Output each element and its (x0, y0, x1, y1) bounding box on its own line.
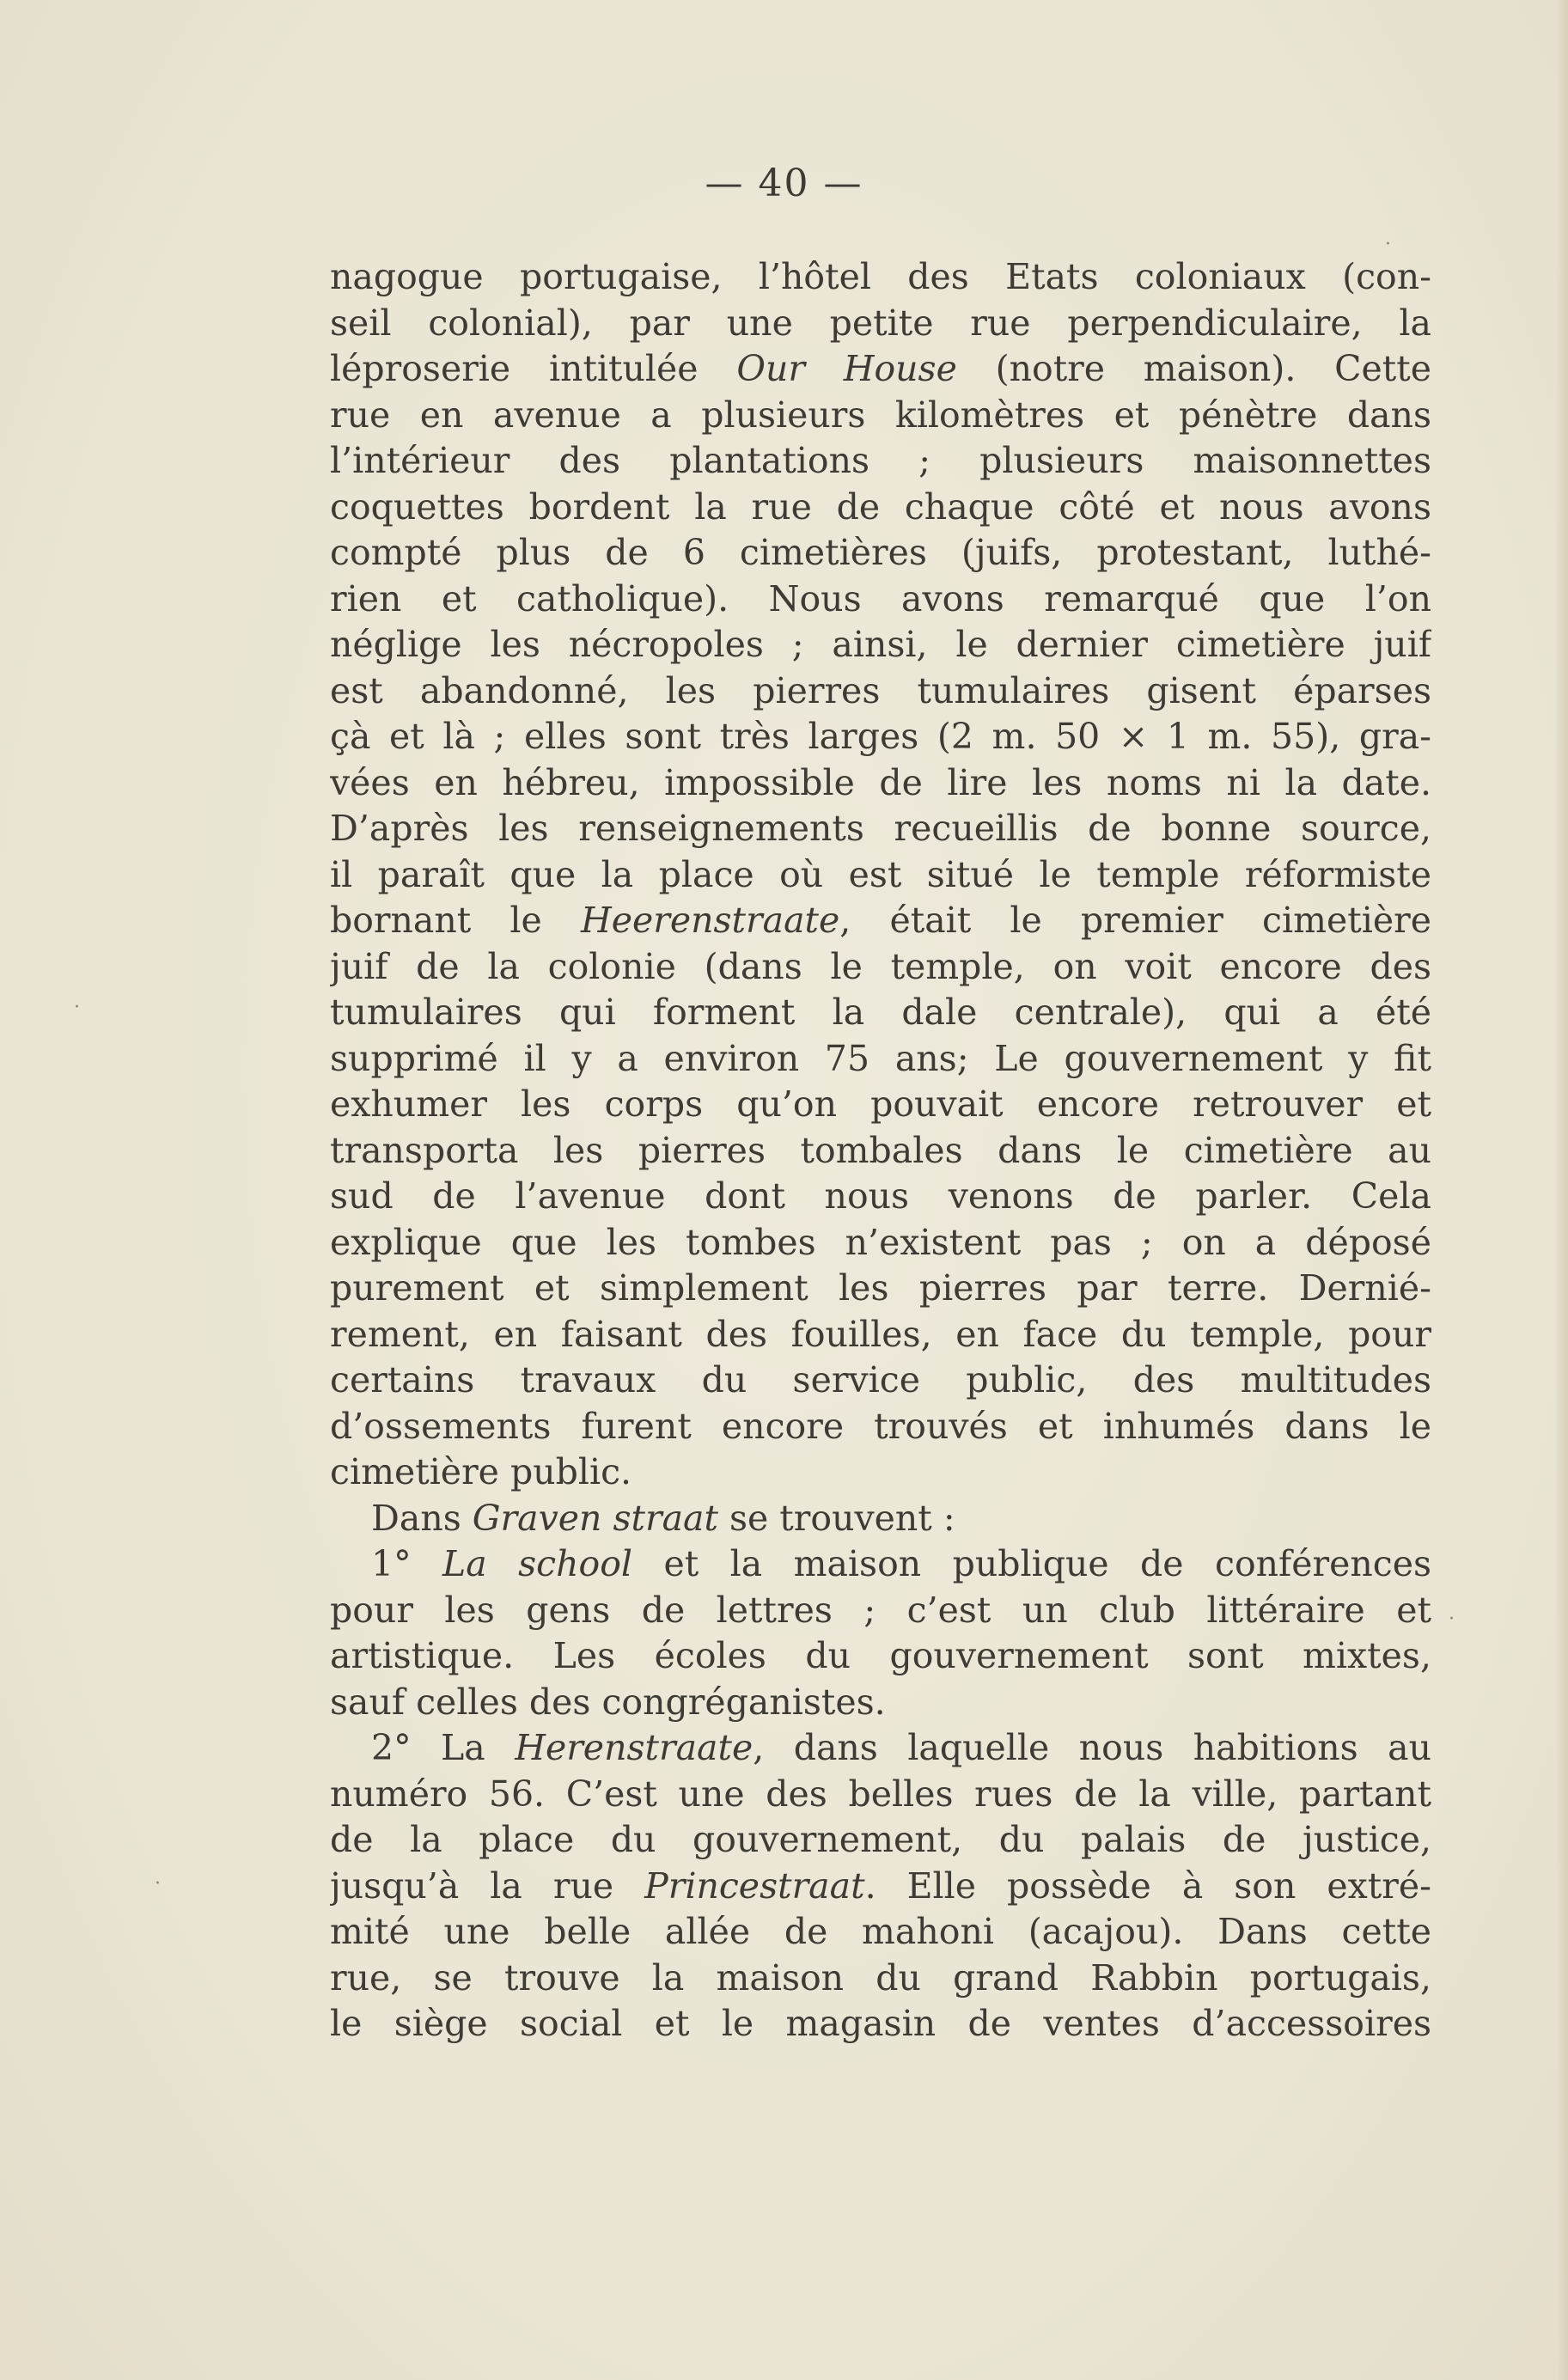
text-segment: rement, en faisant des fouilles, en face du temple, pour (330, 1313, 1431, 1355)
text-line (330, 485, 1431, 531)
text-segment: , dans laquelle nous habitions au (753, 1727, 1431, 1768)
text-line (330, 990, 1431, 1036)
speck-mark: · (155, 1873, 161, 1895)
text-line (330, 1220, 1431, 1266)
text-segment: bornant le (330, 900, 581, 941)
text-segment: çà et là ; elles sont très larges (2 m. 50 × 1 m. 55), gra- (330, 716, 1431, 757)
italic-text: La school (442, 1543, 633, 1584)
text-segment: supprimé il y a environ 75 ans; Le gouvernement y fit (330, 1037, 1431, 1079)
text-segment: de la place du gouvernement, du palais de justice, (330, 1819, 1431, 1860)
text-line (330, 1449, 1431, 1496)
text-segment: Dans (371, 1497, 473, 1539)
text-segment: artistique. Les écoles du gouvernement sont mixtes, (330, 1635, 1431, 1676)
text-segment: le siège social et le magasin de ventes d’accessoires (330, 2003, 1431, 2044)
text-line (330, 944, 1431, 991)
text-segment: néglige les nécropoles ; ainsi, le dernier cimetière juif (330, 624, 1431, 665)
text-line (330, 898, 1431, 944)
text-line (330, 1772, 1431, 1818)
text-line (330, 668, 1431, 715)
text-segment: jusqu’à la rue (330, 1864, 645, 1907)
text-segment: compté plus de 6 cimetières (juifs, protestant, luthé- (330, 532, 1431, 573)
text-segment: rien et catholique). Nous avons remarqué que l’on (330, 577, 1431, 619)
text-segment: explique que les tombes n’existent pas ; on a déposé (330, 1221, 1431, 1263)
text-segment: léproserie intitulée (330, 348, 737, 389)
text-line (330, 1817, 1431, 1864)
text-segment: seil colonial), par une petite rue perpendiculaire, la (330, 302, 1431, 344)
text-line (330, 2001, 1431, 2047)
text-segment: rue, se trouve la maison du grand Rabbin portugais, (330, 1956, 1431, 1999)
text-line (330, 577, 1431, 623)
page-edge-shadow (1556, 0, 1568, 2380)
text-line (330, 1588, 1431, 1634)
text-line (330, 1036, 1431, 1083)
text-line (330, 1633, 1431, 1680)
text-line (330, 1174, 1431, 1220)
text-segment: vées en hébreu, impossible de lire les noms ni la date. (330, 761, 1431, 803)
speck-mark: · (1449, 1608, 1455, 1630)
body-text (330, 254, 1431, 2047)
page-number: — 40 — (705, 162, 863, 205)
italic-text: Graven straat (472, 1497, 718, 1539)
text-line (330, 530, 1431, 577)
text-segment: nagogue portugaise, l’hôtel des Etats coloniaux (con- (330, 256, 1431, 297)
text-segment: . Elle possède à son extré- (864, 1864, 1431, 1907)
text-line (330, 1725, 1431, 1772)
text-line (330, 438, 1431, 485)
text-line (330, 393, 1431, 439)
text-line (330, 806, 1431, 852)
text-segment: numéro 56. C’est une des belles rues de la ville, partant (330, 1773, 1431, 1815)
text-line (330, 1266, 1431, 1312)
text-segment: transporta les pierres tombales dans le cimetière au (330, 1129, 1431, 1171)
text-segment: certains travaux du service public, des multitudes (330, 1359, 1431, 1401)
text-line (330, 1312, 1431, 1358)
text-segment: juif de la colonie (dans le temple, on voit encore des (330, 945, 1431, 987)
text-line (330, 1680, 1431, 1726)
text-line (330, 1496, 1431, 1542)
text-segment: se trouvent : (717, 1497, 955, 1539)
text-segment: rue en avenue a plusieurs kilomètres et pénètre dans (330, 394, 1431, 436)
text-line (330, 1128, 1431, 1175)
text-segment: tumulaires qui forment la dale centrale), qui a été (330, 992, 1431, 1033)
text-segment: (notre maison). Cette (956, 348, 1431, 389)
text-segment: coquettes bordent la rue de chaque côté et nous avons (330, 485, 1431, 528)
text-line (330, 852, 1431, 899)
italic-text: Herenstraate (515, 1727, 753, 1768)
text-segment: cimetière public. (330, 1451, 632, 1492)
text-segment: D’après les renseignements recueillis de bonne source, (330, 808, 1431, 849)
italic-text: Princestraat (644, 1864, 865, 1907)
text-segment: exhumer les corps qu’on pouvait encore retrouver et (330, 1083, 1431, 1125)
speck-mark: · (74, 997, 80, 1018)
text-segment: sud de l’avenue dont nous venons de parler. Cela (330, 1175, 1431, 1217)
text-segment: d’ossements furent encore trouvés et inhumés dans le (330, 1405, 1431, 1447)
text-segment: pour les gens de lettres ; c’est un club littéraire et (330, 1589, 1431, 1631)
text-line (330, 1358, 1431, 1404)
text-line (330, 1541, 1431, 1588)
text-line (330, 1864, 1431, 1910)
text-segment: mité une belle allée de mahoni (acajou). Dans cette (330, 1911, 1431, 1952)
text-segment: purement et simplement les pierres par terre. Dernié- (330, 1267, 1431, 1309)
italic-text: Our House (736, 348, 957, 389)
text-line (330, 346, 1431, 393)
text-line (330, 254, 1431, 301)
italic-text: Heerenstraate (580, 900, 840, 941)
text-segment: il paraît que la place où est situé le temple réformiste (330, 853, 1431, 895)
text-line (330, 1404, 1431, 1450)
text-line (330, 301, 1431, 347)
text-line (330, 622, 1431, 668)
text-line (330, 1082, 1431, 1128)
text-segment: l’intérieur des plantations ; plusieurs maisonnettes (330, 440, 1431, 481)
text-segment: est abandonné, les pierres tumulaires gisent éparses (330, 669, 1431, 711)
text-line (330, 714, 1431, 760)
text-line (330, 760, 1431, 807)
text-segment: sauf celles des congréganistes. (330, 1681, 886, 1723)
text-segment: 2° La (371, 1727, 516, 1768)
text-segment: 1° (371, 1543, 443, 1584)
text-segment: , était le premier cimetière (839, 900, 1431, 941)
text-line (330, 1956, 1431, 2002)
text-segment: et la maison publique de conférences (632, 1543, 1431, 1584)
speck-mark: · (1385, 234, 1391, 255)
text-line (330, 1909, 1431, 1956)
